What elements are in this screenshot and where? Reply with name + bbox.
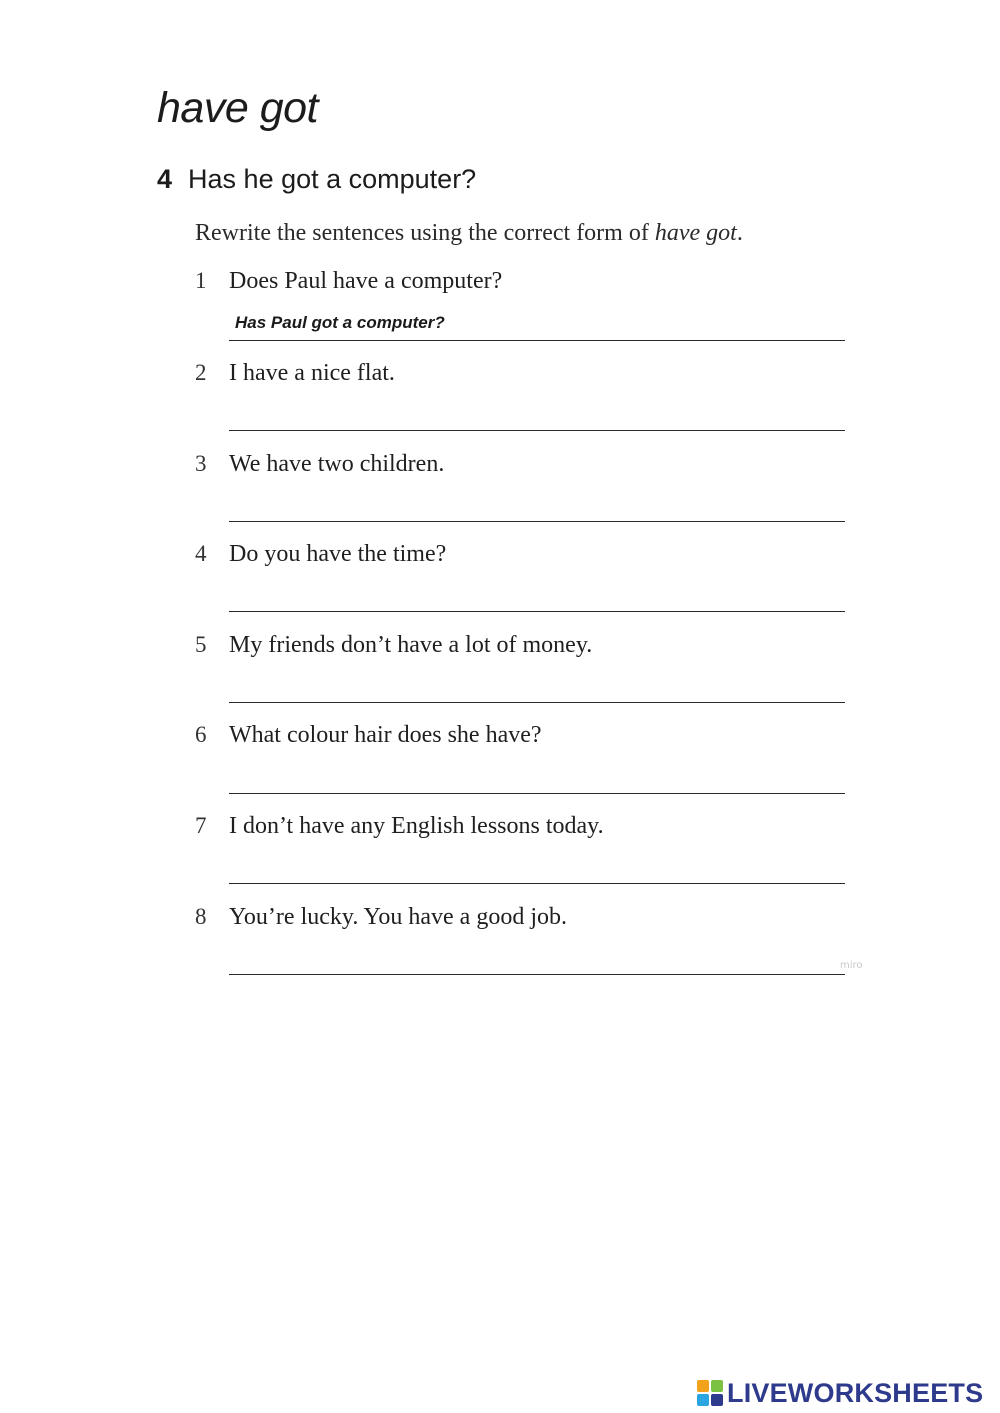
item-number: 8 [195, 904, 207, 929]
item-number: 4 [195, 541, 207, 566]
item-sentence: I have a nice flat. [229, 360, 395, 386]
answer-line [229, 702, 845, 703]
item-sentence: We have two children. [229, 451, 445, 477]
list-item [195, 632, 855, 712]
exercise-instruction [195, 220, 743, 247]
liveworksheets-logo-icon [697, 1380, 723, 1406]
answer-line [229, 430, 845, 431]
list-item [195, 541, 855, 621]
page-title: have got [157, 84, 318, 132]
item-sentence: What colour hair does she have? [229, 722, 542, 748]
item-sentence: My friends don’t have a lot of money. [229, 632, 593, 658]
answer-line [229, 793, 845, 794]
brand-name: LIVEWORKSHEETS [727, 1377, 984, 1408]
list-item [195, 904, 855, 984]
exercise-number: 4 [157, 164, 173, 194]
answer-line [229, 521, 845, 522]
exercise-heading-text: Has he got a computer? [188, 164, 477, 194]
list-item [195, 813, 855, 893]
item-number: 5 [195, 632, 207, 657]
miro-watermark: miro [840, 960, 863, 971]
instruction-emphasis: have got [654, 220, 737, 246]
item-sentence: Do you have the time? [229, 541, 447, 567]
logo-square-orange [697, 1380, 709, 1392]
logo-square-navy [711, 1394, 723, 1406]
answer-line [229, 340, 845, 341]
item-number: 7 [195, 813, 207, 838]
item-sentence: You’re lucky. You have a good job. [229, 904, 567, 930]
instruction-prefix: Rewrite the sentences using the correct form of [195, 220, 655, 246]
logo-square-green [711, 1380, 723, 1392]
instruction-suffix: . [736, 220, 743, 246]
item-number: 3 [195, 451, 207, 476]
answer-line [229, 883, 845, 884]
exercise-heading [157, 164, 476, 195]
answer-line [229, 611, 845, 612]
list-item [195, 722, 855, 802]
item-number: 1 [195, 268, 207, 293]
item-sentence: Does Paul have a computer? [229, 268, 503, 294]
item-number: 2 [195, 360, 207, 385]
answer-line [229, 974, 845, 975]
list-item [195, 268, 855, 348]
list-item [195, 451, 855, 531]
brand-footer[interactable] [697, 1377, 984, 1408]
item-sentence: I don’t have any English lessons today. [229, 813, 604, 839]
answer-field[interactable]: Has Paul got a computer? [235, 313, 445, 332]
item-number: 6 [195, 722, 207, 747]
list-item [195, 360, 855, 440]
logo-square-blue [697, 1394, 709, 1406]
